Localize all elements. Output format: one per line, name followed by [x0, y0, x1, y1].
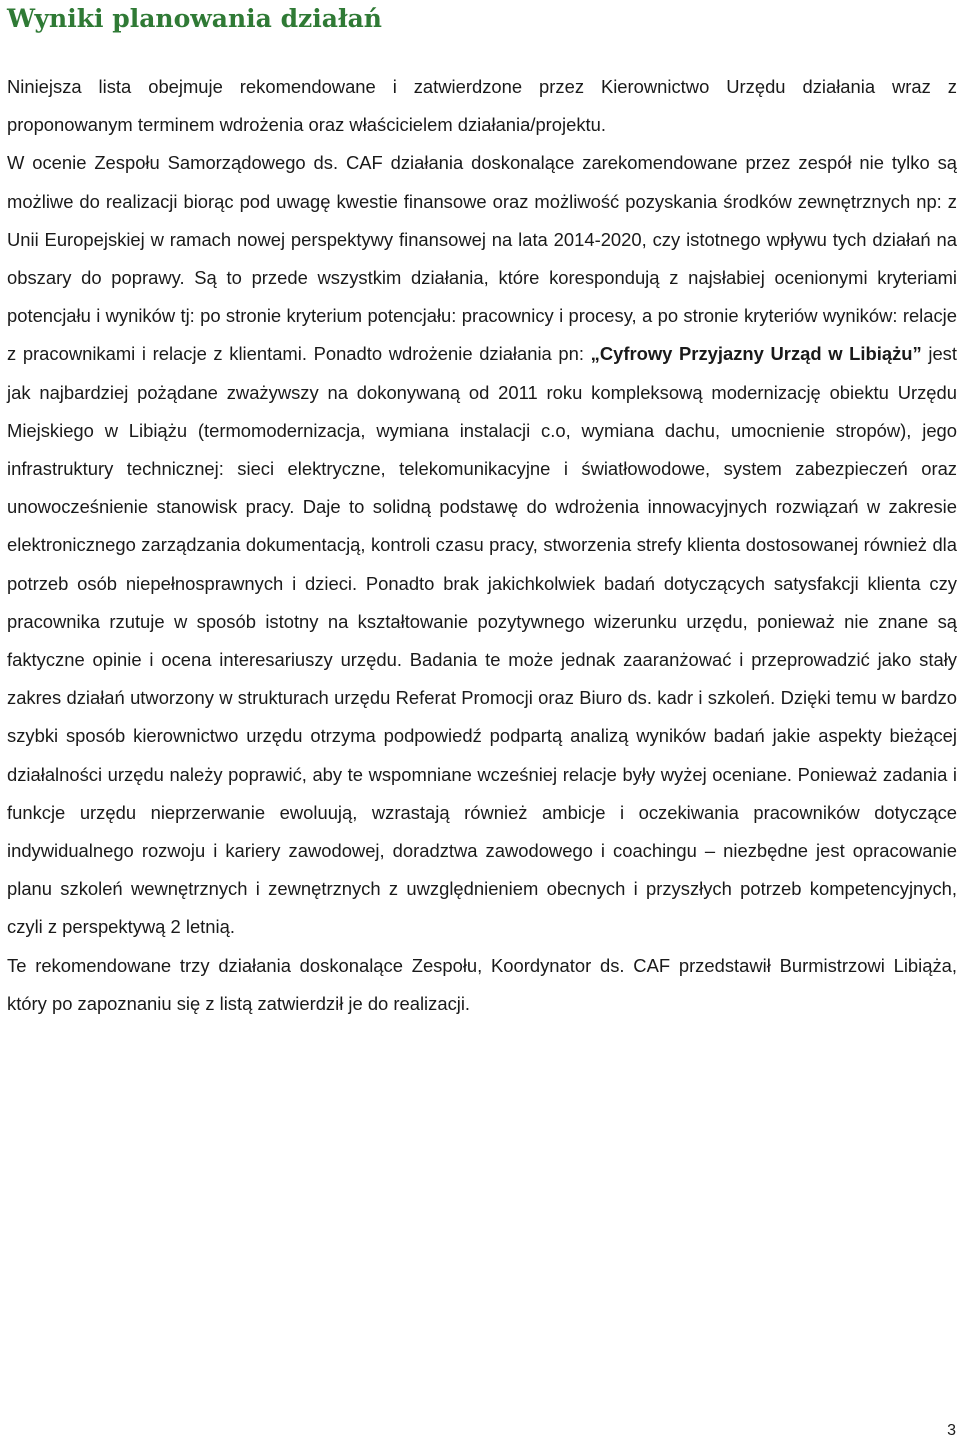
assessment-paragraph: [7, 144, 957, 946]
document-title: Wyniki planowania działań: [7, 4, 382, 33]
project-name-bold: „Cyfrowy Przyjazny Urząd w Libiążu”: [590, 343, 922, 365]
intro-paragraph: Niniejsza lista obejmuje rekomendowane i zatwierdzone przez Kierownictwo Urzędu działania wraz z proponowanym terminem wdrożenia oraz właścicielem działania/projektu.: [7, 76, 957, 136]
document-body: [7, 68, 957, 1023]
assessment-text-part-a: W ocenie Zespołu Samorządowego ds. CAF działania doskonalące zarekomendowane przez zespół nie tylko są możliwe do realizacji biorąc pod uwagę kwestie finansowe oraz możliwość pozyskania środków zewnętrznych np: z Unii Europejskiej w ramach nowej perspektywy finansowej na lata 2014-2020, czy istotnego wpływu tych działań na obszary do poprawy. Są to przede wszystkim działania, które korespondują z najsłabiej ocenionymi kryteriami potencjału i wyników tj: po stronie kryterium potencjału: pracownicy i procesy, a po stronie kryteriów wyników: relacje z pracownikami i relacje z klientami. Ponadto wdrożenie działania pn:: [7, 152, 957, 365]
page-number: 3: [947, 1422, 956, 1439]
approval-paragraph: Te rekomendowane trzy działania doskonalące Zespołu, Koordynator ds. CAF przedstawił Burmistrzowi Libiąża, który po zapoznaniu się z listą zatwierdził je do realizacji.: [7, 954, 957, 1014]
assessment-text-part-b: jest jak najbardziej pożądane zważywszy na dokonywaną od 2011 roku kompleksową modernizację obiektu Urzędu Miejskiego w Libiążu (termomodernizacja, wymiana instalacji c.o, wymiana dachu, umocnienie stropów), jego infrastruktury technicznej: sieci elektryczne, telekomunikacyjne i światłowodowe, system zabezpieczeń oraz unowocześnienie stanowisk pracy. Daje to solidną podstawę do wdrożenia innowacyjnych rozwiązań w zakresie elektronicznego zarządzania dokumentacją, kontroli czasu pracy, stworzenia strefy klienta dostosowanej również dla potrzeb osób niepełnosprawnych i dzieci. Ponadto brak jakichkolwiek badań dotyczących satysfakcji klienta czy pracownika rzutuje w sposób istotny na kształtowanie pozytywnego wizerunku urzędu, ponieważ nie znane są faktyczne opinie i ocena interesariuszy urzędu. Badania te może jednak zaaranżować i przeprowadzić jako stały zakres działań utworzony w strukturach urzędu Referat Promocji oraz Biuro ds. kadr i szkoleń. Dzięki temu w bardzo szybki sposób kierownictwo urzędu otrzyma podpowiedź podpartą analizą wyników badań jakie aspekty bieżącej działalności urzędu należy poprawić, aby te wspomniane wcześniej relacje były wyżej oceniane. Ponieważ zadania i funkcje urzędu nieprzerwanie ewoluują, wzrastają również ambicje i oczekiwania pracowników dotyczące indywidualnego rozwoju i kariery zawodowej, doradztwa zawodowego i coachingu – niezbędne jest opracowanie planu szkoleń wewnętrznych i zewnętrznych z uwzględnieniem obecnych i przyszłych potrzeb kompetencyjnych, czyli z perspektywą 2 letnią.: [7, 343, 957, 938]
